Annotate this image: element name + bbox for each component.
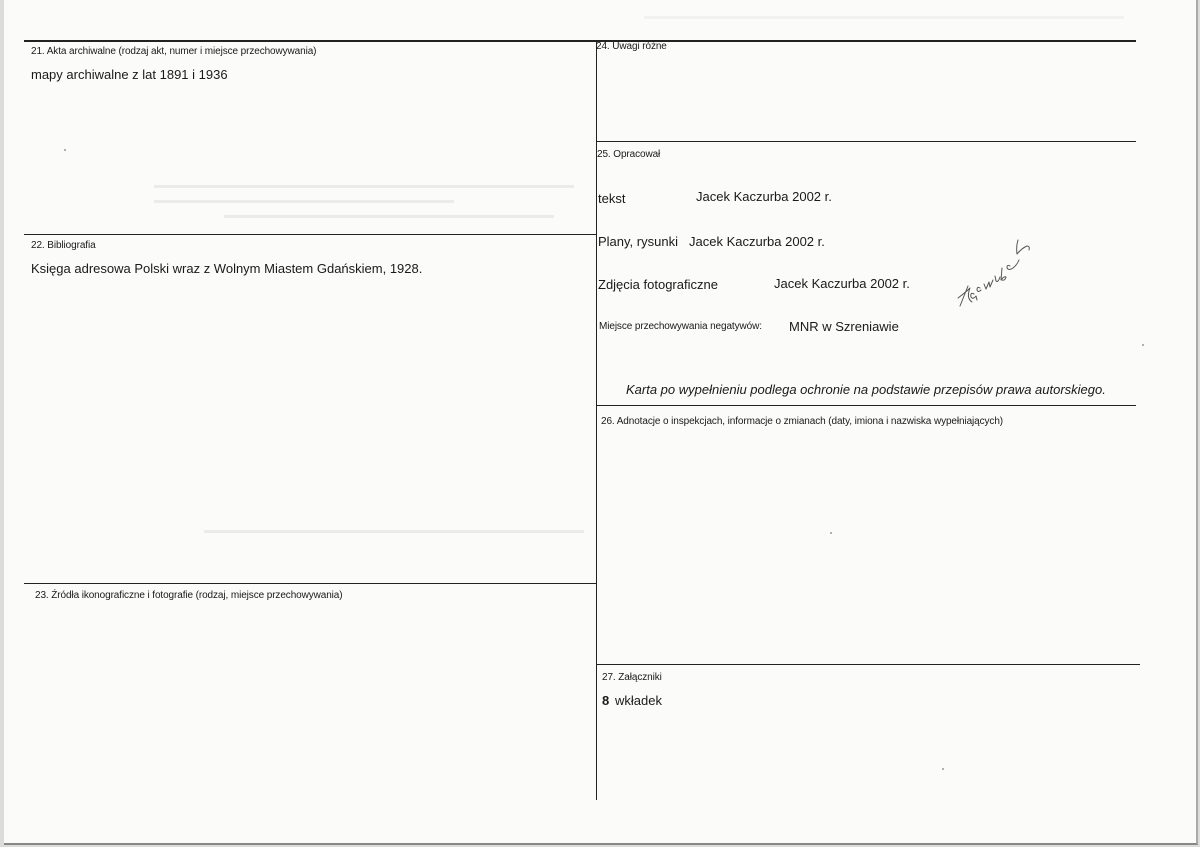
speck bbox=[830, 532, 832, 534]
top-rule bbox=[24, 40, 1136, 42]
bleed-through-mark bbox=[154, 200, 454, 203]
attachments-unit: wkładek bbox=[615, 693, 662, 708]
negatywy-value: MNR w Szreniawie bbox=[789, 319, 899, 334]
document-sheet bbox=[4, 0, 1198, 845]
zdjecia-value: Jacek Kaczurba 2002 r. bbox=[774, 276, 910, 291]
section-26-label: 26. Adnotacje o inspekcjach, informacje o zmianach (daty, imiona i nazwiska wypełniających) bbox=[601, 416, 1004, 427]
plany-label: Plany, rysunki bbox=[598, 234, 678, 249]
section-25-label: 25. Opracował bbox=[597, 149, 661, 160]
attachments-count: 8 bbox=[602, 693, 610, 708]
speck bbox=[64, 149, 66, 151]
zdjecia-label: Zdjęcia fotograficzne bbox=[598, 277, 718, 292]
section-23-label: 23. Źródła ikonograficzne i fotografie (rodzaj, miejsce przechowywania) bbox=[35, 590, 343, 601]
bleed-through-mark bbox=[224, 215, 554, 218]
bleed-through-mark bbox=[644, 16, 1124, 19]
section-22-label: 22. Bibliografia bbox=[31, 240, 96, 251]
rule-27-right bbox=[596, 664, 1140, 665]
handwritten-signature bbox=[954, 228, 1034, 318]
section-21-label: 21. Akta archiwalne (rodzaj akt, numer i miejsce przechowywania) bbox=[31, 46, 317, 57]
rule-26-right bbox=[596, 405, 1136, 406]
section-24-label: 24. Uwagi różne bbox=[596, 41, 667, 52]
rule-23-left bbox=[24, 583, 596, 584]
plany-value: Jacek Kaczurba 2002 r. bbox=[689, 234, 825, 249]
tekst-label: tekst bbox=[598, 191, 626, 206]
negatywy-label: Miejsce przechowywania negatywów: bbox=[599, 321, 762, 332]
tekst-value: Jacek Kaczurba 2002 r. bbox=[696, 189, 832, 204]
speck bbox=[942, 768, 944, 770]
bleed-through-mark bbox=[154, 185, 574, 188]
section-22-value: Księga adresowa Polski wraz z Wolnym Miastem Gdańskiem, 1928. bbox=[31, 261, 423, 276]
section-21-value: mapy archiwalne z lat 1891 i 1936 bbox=[31, 67, 228, 82]
section-27-label: 27. Załączniki bbox=[602, 672, 662, 683]
bleed-through-mark bbox=[204, 530, 584, 533]
rule-22-left bbox=[24, 234, 596, 235]
rule-25-right bbox=[596, 141, 1136, 142]
copyright-note: Karta po wypełnieniu podlega ochronie na podstawie przepisów prawa autorskiego. bbox=[626, 382, 1106, 397]
speck bbox=[1142, 344, 1144, 346]
